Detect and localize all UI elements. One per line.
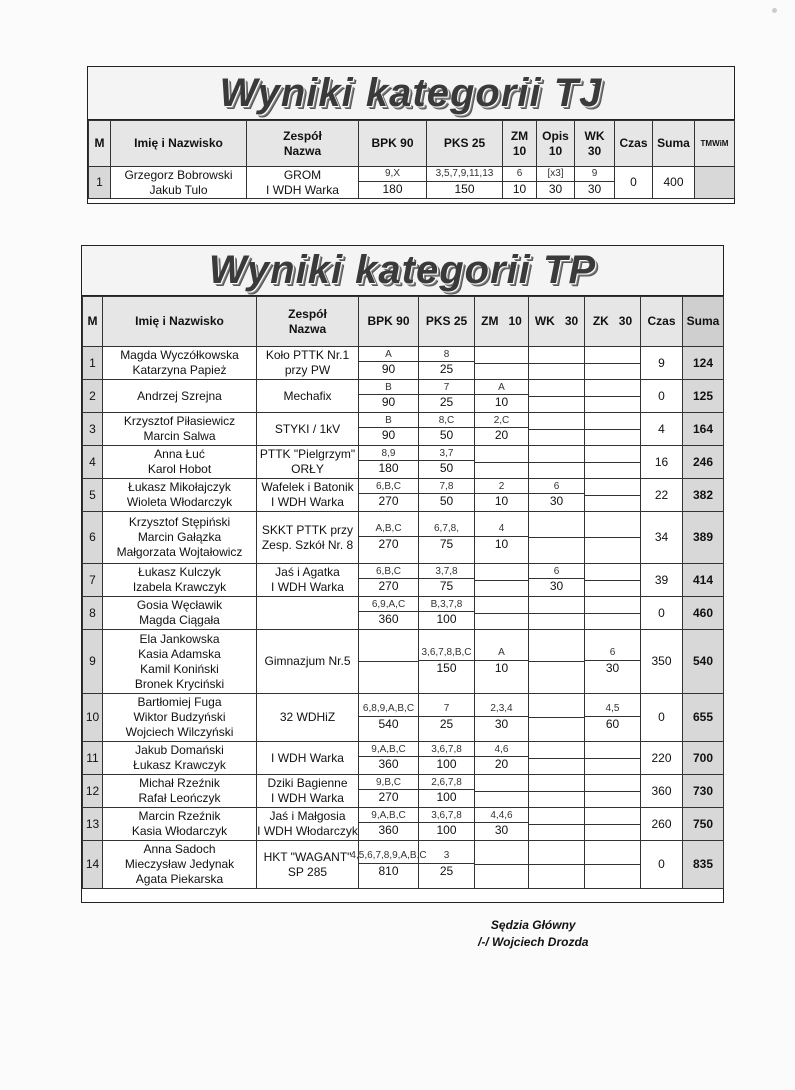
bpk-cell: A 90 <box>359 347 419 380</box>
czas-cell: 0 <box>641 694 683 742</box>
bpk-cell: B 90 <box>359 380 419 413</box>
bpk-cell: B 90 <box>359 413 419 446</box>
czas-cell: 220 <box>641 742 683 775</box>
bpk-cell: 6,B,C 270 <box>359 564 419 597</box>
team-name: Wafelek i Batonik I WDH Warka <box>257 479 359 512</box>
wk-cell <box>529 380 585 413</box>
suma-cell: 700 <box>683 742 724 775</box>
team-name: Dziki Bagienne I WDH Warka <box>257 775 359 808</box>
opis-cell: [x3] 30 <box>537 167 575 199</box>
tp-col-czas: Czas <box>641 297 683 347</box>
tj-col-suma: Suma <box>653 121 695 167</box>
czas-cell: 360 <box>641 775 683 808</box>
scan-speck <box>772 8 777 13</box>
zm-cell: 2 10 <box>475 479 529 512</box>
participant-names: Bartłomiej Fuga Wiktor Budzyński Wojciech Wilczyński <box>103 694 257 742</box>
zk-cell <box>585 742 641 775</box>
participant-names: Anna Sadoch Mieczysław Jedynak Agata Piekarska <box>103 841 257 889</box>
participant-names: Łukasz Kulczyk Izabela Krawczyk <box>103 564 257 597</box>
participant-names: Ela Jankowska Kasia Adamska Kamil Koniński Bronek Kryciński <box>103 630 257 694</box>
tj-table <box>88 120 735 199</box>
table-row <box>83 775 724 808</box>
table-row <box>83 347 724 380</box>
place-number: 1 <box>83 347 103 380</box>
team-name: Jaś i Małgosia I WDH Włodarczyk <box>257 808 359 841</box>
wk-cell <box>529 841 585 889</box>
table-row <box>83 479 724 512</box>
wk-cell <box>529 446 585 479</box>
suma-cell: 125 <box>683 380 724 413</box>
bpk-cell: 9,X 180 <box>359 167 427 199</box>
tj-col-m: M <box>89 121 111 167</box>
wk-cell <box>529 413 585 446</box>
pks-cell: 7 25 <box>419 380 475 413</box>
czas-cell: 39 <box>641 564 683 597</box>
suma-cell: 414 <box>683 564 724 597</box>
czas-cell: 34 <box>641 512 683 564</box>
wk-cell <box>529 630 585 694</box>
participant-names: Jakub Domański Łukasz Krawczyk <box>103 742 257 775</box>
tj-col-opis: Opis 10 <box>537 121 575 167</box>
zm-cell: 2,C 20 <box>475 413 529 446</box>
participant-names: Krzysztof Stępiński Marcin Gałązka Małgorzata Wojtałowicz <box>103 512 257 564</box>
tj-header-row <box>89 121 735 167</box>
zm-cell: 4,4,6 30 <box>475 808 529 841</box>
zm-cell <box>475 841 529 889</box>
bpk-cell: 4,5,6,7,8,9,A,B,C 810 <box>359 841 419 889</box>
tj-results-panel <box>87 66 735 204</box>
table-row <box>83 694 724 742</box>
tp-col-zk: ZK 30 <box>585 297 641 347</box>
participant-names: Andrzej Szrejna <box>103 380 257 413</box>
zm-cell <box>475 775 529 808</box>
participant-names: Łukasz Mikołajczyk Wioleta Włodarczyk <box>103 479 257 512</box>
suma-cell: 730 <box>683 775 724 808</box>
zm-cell: 4 10 <box>475 512 529 564</box>
participant-names: Gosia Węcławik Magda Ciągała <box>103 597 257 630</box>
signature-block <box>478 917 588 952</box>
place-number: 9 <box>83 630 103 694</box>
pks-cell: 8 25 <box>419 347 475 380</box>
team-name: 32 WDHiZ <box>257 694 359 742</box>
czas-cell: 260 <box>641 808 683 841</box>
place-number: 13 <box>83 808 103 841</box>
tj-col-zm: ZM 10 <box>503 121 537 167</box>
tp-title-band <box>82 246 723 296</box>
table-row <box>83 742 724 775</box>
suma-cell: 750 <box>683 808 724 841</box>
tp-table <box>82 296 724 889</box>
place-number: 1 <box>89 167 111 199</box>
zk-cell <box>585 347 641 380</box>
place-number: 7 <box>83 564 103 597</box>
pks-cell: 3,5,7,9,11,13 150 <box>427 167 503 199</box>
tp-title: Wyniki kategorii TP <box>208 248 597 292</box>
tp-col-m: M <box>83 297 103 347</box>
table-row <box>83 630 724 694</box>
participant-names: Michał Rzeźnik Rafał Leończyk <box>103 775 257 808</box>
zk-cell <box>585 446 641 479</box>
wk-cell <box>529 808 585 841</box>
bpk-cell: 9,A,B,C 360 <box>359 742 419 775</box>
bpk-cell: 6,B,C 270 <box>359 479 419 512</box>
zm-cell: A 10 <box>475 630 529 694</box>
zk-cell: 6 30 <box>585 630 641 694</box>
pks-cell: 7,8 50 <box>419 479 475 512</box>
pks-cell: 2,6,7,8 100 <box>419 775 475 808</box>
participant-names: Anna Łuć Karol Hobot <box>103 446 257 479</box>
tp-col-pks: PKS 25 <box>419 297 475 347</box>
czas-cell: 16 <box>641 446 683 479</box>
tj-title-band <box>88 67 734 120</box>
suma-cell: 124 <box>683 347 724 380</box>
tj-col-team: Zespół Nazwa <box>247 121 359 167</box>
table-row <box>89 167 735 199</box>
pks-cell: B,3,7,8 100 <box>419 597 475 630</box>
table-row <box>83 808 724 841</box>
zk-cell <box>585 841 641 889</box>
czas-cell: 0 <box>641 841 683 889</box>
wk-cell: 9 30 <box>575 167 615 199</box>
tp-col-wk: WK 30 <box>529 297 585 347</box>
place-number: 2 <box>83 380 103 413</box>
team-name: STYKI / 1kV <box>257 413 359 446</box>
team-name: Koło PTTK Nr.1 przy PW <box>257 347 359 380</box>
place-number: 10 <box>83 694 103 742</box>
tp-header-row <box>83 297 724 347</box>
pks-cell: 7 25 <box>419 694 475 742</box>
team-name: HKT "WAGANT" SP 285 <box>257 841 359 889</box>
czas-cell: 9 <box>641 347 683 380</box>
pks-cell: 3,6,7,8 100 <box>419 742 475 775</box>
suma-cell: 540 <box>683 630 724 694</box>
tp-col-name: Imię i Nazwisko <box>103 297 257 347</box>
pks-cell: 3,6,7,8 100 <box>419 808 475 841</box>
zk-cell <box>585 808 641 841</box>
zm-cell: A 10 <box>475 380 529 413</box>
team-name: Mechafix <box>257 380 359 413</box>
team-name: SKKT PTTK przy Zesp. Szkół Nr. 8 <box>257 512 359 564</box>
suma-cell: 389 <box>683 512 724 564</box>
wk-cell <box>529 775 585 808</box>
table-row <box>83 512 724 564</box>
wk-cell: 6 30 <box>529 479 585 512</box>
judge-title: Sędzia Główny <box>490 918 576 932</box>
table-row <box>83 841 724 889</box>
team-name: Jaś i Agatka I WDH Warka <box>257 564 359 597</box>
pks-cell: 3,6,7,8,B,C 150 <box>419 630 475 694</box>
team-name <box>257 597 359 630</box>
zm-cell: 6 10 <box>503 167 537 199</box>
place-number: 5 <box>83 479 103 512</box>
place-number: 3 <box>83 413 103 446</box>
place-number: 14 <box>83 841 103 889</box>
participant-names: Grzegorz Bobrowski Jakub Tulo <box>111 167 247 199</box>
zk-cell <box>585 597 641 630</box>
table-row <box>83 597 724 630</box>
tp-col-zm: ZM 10 <box>475 297 529 347</box>
czas-cell: 0 <box>615 167 653 199</box>
tp-col-suma: Suma <box>683 297 724 347</box>
place-number: 12 <box>83 775 103 808</box>
tj-col-czas: Czas <box>615 121 653 167</box>
tp-results-panel <box>81 245 724 903</box>
bpk-cell <box>359 630 419 694</box>
participant-names: Magda Wyczółkowska Katarzyna Papież <box>103 347 257 380</box>
suma-cell: 382 <box>683 479 724 512</box>
zm-cell: 4,6 20 <box>475 742 529 775</box>
team-name: GROM I WDH Warka <box>247 167 359 199</box>
bpk-cell: 8,9 180 <box>359 446 419 479</box>
bpk-cell: 9,A,B,C 360 <box>359 808 419 841</box>
place-number: 6 <box>83 512 103 564</box>
place-number: 8 <box>83 597 103 630</box>
czas-cell: 22 <box>641 479 683 512</box>
suma-cell: 460 <box>683 597 724 630</box>
zk-cell <box>585 413 641 446</box>
suma-cell: 164 <box>683 413 724 446</box>
wk-cell <box>529 347 585 380</box>
table-row <box>83 564 724 597</box>
zk-cell <box>585 479 641 512</box>
table-row <box>83 413 724 446</box>
team-name: I WDH Warka <box>257 742 359 775</box>
tp-body <box>83 347 724 889</box>
suma-cell: 835 <box>683 841 724 889</box>
suma-cell: 400 <box>653 167 695 199</box>
zk-cell <box>585 564 641 597</box>
suma-cell: 655 <box>683 694 724 742</box>
zm-cell <box>475 446 529 479</box>
zk-cell: 4,5 60 <box>585 694 641 742</box>
tp-col-team: Zespół Nazwa <box>257 297 359 347</box>
pks-cell: 3 25 <box>419 841 475 889</box>
pks-cell: 3,7 50 <box>419 446 475 479</box>
tp-col-bpk: BPK 90 <box>359 297 419 347</box>
tj-col-bpk: BPK 90 <box>359 121 427 167</box>
zm-cell <box>475 347 529 380</box>
czas-cell: 0 <box>641 597 683 630</box>
bpk-cell: A,B,C 270 <box>359 512 419 564</box>
tj-col-pks: PKS 25 <box>427 121 503 167</box>
pks-cell: 3,7,8 75 <box>419 564 475 597</box>
participant-names: Krzysztof Piłasiewicz Marcin Salwa <box>103 413 257 446</box>
wk-cell <box>529 694 585 742</box>
wk-cell <box>529 512 585 564</box>
zm-cell: 2,3,4 30 <box>475 694 529 742</box>
zk-cell <box>585 775 641 808</box>
tj-col-name: Imię i Nazwisko <box>111 121 247 167</box>
wk-cell <box>529 742 585 775</box>
bpk-cell: 6,9,A,C 360 <box>359 597 419 630</box>
wk-cell <box>529 597 585 630</box>
czas-cell: 350 <box>641 630 683 694</box>
zm-cell <box>475 597 529 630</box>
czas-cell: 0 <box>641 380 683 413</box>
place-number: 4 <box>83 446 103 479</box>
pks-cell: 6,7,8, 75 <box>419 512 475 564</box>
place-number: 11 <box>83 742 103 775</box>
judge-name: /-/ Wojciech Drozda <box>478 935 589 950</box>
tj-col-tmwim: TMWiM <box>695 121 735 167</box>
team-name: PTTK "Pielgrzym" ORŁY <box>257 446 359 479</box>
table-row <box>83 380 724 413</box>
czas-cell: 4 <box>641 413 683 446</box>
bpk-cell: 6,8,9,A,B,C 540 <box>359 694 419 742</box>
wk-cell: 6 30 <box>529 564 585 597</box>
zm-cell <box>475 564 529 597</box>
bpk-cell: 9,B,C 270 <box>359 775 419 808</box>
pks-cell: 8,C 50 <box>419 413 475 446</box>
team-name: Gimnazjum Nr.5 <box>257 630 359 694</box>
suma-cell: 246 <box>683 446 724 479</box>
zk-cell <box>585 380 641 413</box>
tmwim-cell <box>695 167 735 199</box>
tj-title: Wyniki kategorii TJ <box>219 70 603 115</box>
participant-names: Marcin Rzeźnik Kasia Włodarczyk <box>103 808 257 841</box>
zk-cell <box>585 512 641 564</box>
table-row <box>83 446 724 479</box>
tj-col-wk: WK 30 <box>575 121 615 167</box>
